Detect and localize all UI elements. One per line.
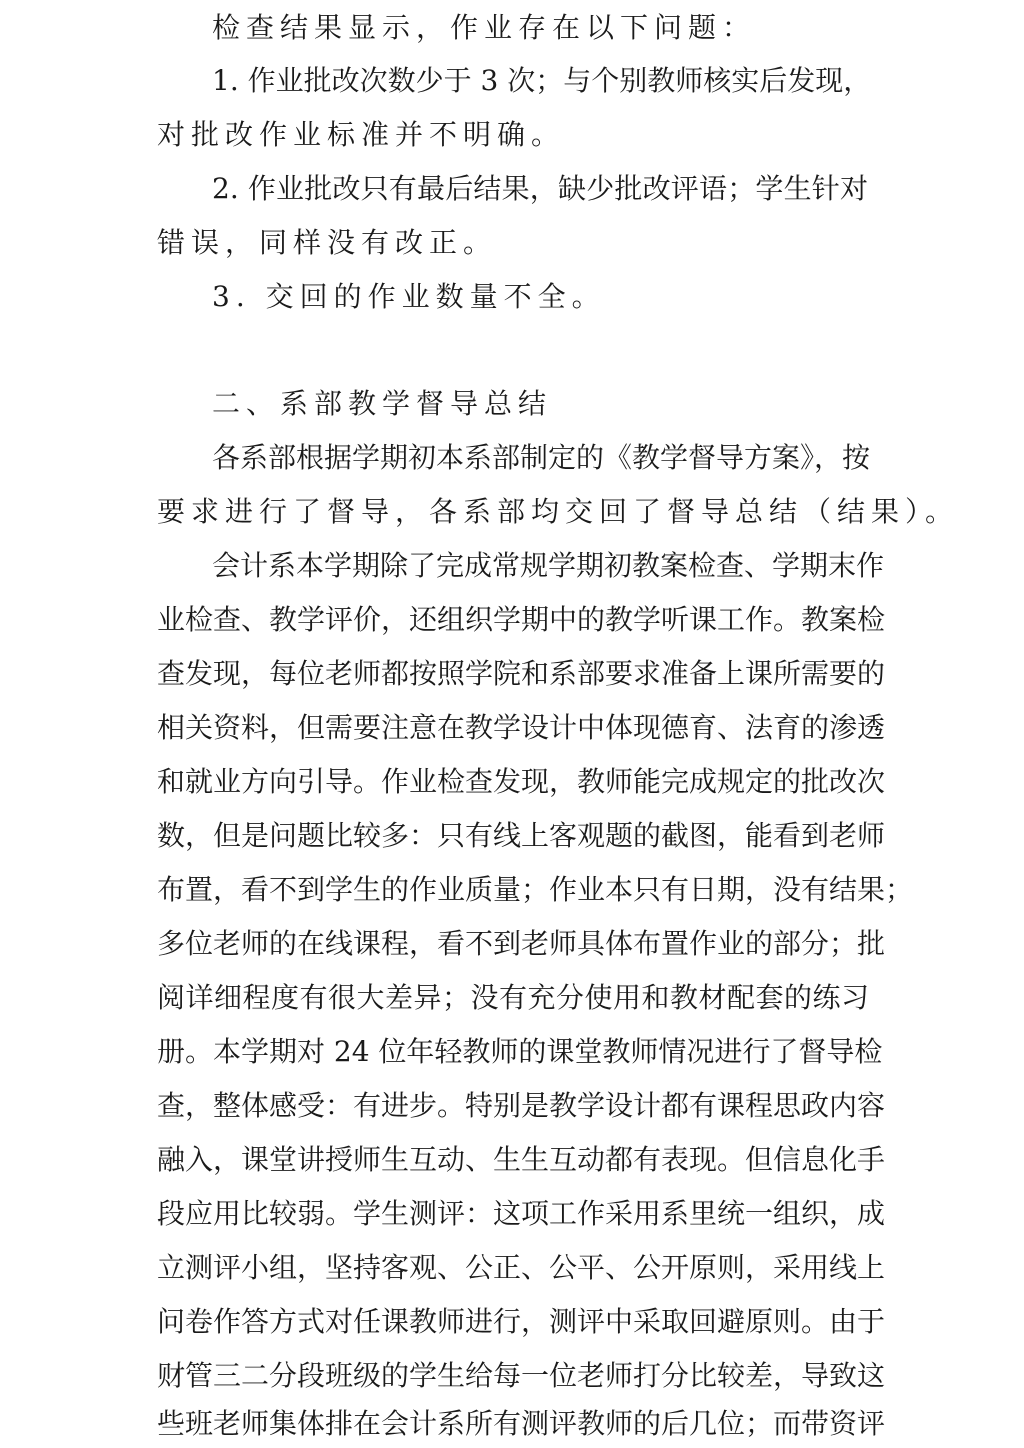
paragraph-line: 要求进行了督导，各系部均交回了督导总结（结果）。 xyxy=(157,495,960,528)
paragraph-line: 阅详细程度有很大差异；没有充分使用和教材配套的练习 xyxy=(157,981,869,1014)
section-heading: 二、系部教学督导总结 xyxy=(212,387,553,420)
paragraph-line: 多位老师的在线课程，看不到老师具体布置作业的部分；批 xyxy=(157,927,886,960)
paragraph-line: 查发现，每位老师都按照学院和系部要求准备上课所需要的 xyxy=(157,657,886,690)
list-item-1-line-1: 1. 作业批改次数少于 3 次；与个别教师核实后发现， xyxy=(212,64,872,97)
paragraph-line: 会计系本学期除了完成常规学期初教案检查、学期末作 xyxy=(212,549,885,582)
paragraph-line: 布置，看不到学生的作业质量；作业本只有日期，没有结果； xyxy=(157,873,914,906)
paragraph-line: 数，但是问题比较多：只有线上客观题的截图，能看到老师 xyxy=(157,819,886,852)
paragraph-line: 段应用比较弱。学生测评：这项工作采用系里统一组织，成 xyxy=(157,1197,886,1230)
paragraph-line: 各系部根据学期初本系部制定的《教学督导方案》，按 xyxy=(212,441,871,474)
paragraph-line: 查，整体感受：有进步。特别是教学设计都有课程思政内容 xyxy=(157,1089,886,1122)
paragraph-line: 册。本学期对 24 位年轻教师的课堂教师情况进行了督导检 xyxy=(157,1035,883,1068)
paragraph-line: 业检查、教学评价，还组织学期中的教学听课工作。教案检 xyxy=(157,603,886,636)
paragraph-line: 问卷作答方式对任课教师进行，测评中采取回避原则。由于 xyxy=(157,1305,886,1338)
list-item-3: 3. 交回的作业数量不全。 xyxy=(212,280,606,313)
paragraph-line: 立测评小组，坚持客观、公正、公平、公开原则，采用线上 xyxy=(157,1251,886,1284)
paragraph-line: 些班老师集体排在会计系所有测评教师的后几位；而带资评 xyxy=(157,1407,886,1440)
paragraph-line: 检查结果显示，作业存在以下问题： xyxy=(212,11,757,44)
paragraph-line: 相关资料，但需要注意在教学设计中体现德育、法育的渗透 xyxy=(157,711,886,744)
paragraph-line: 财管三二分段班级的学生给每一位老师打分比较差，导致这 xyxy=(157,1359,886,1392)
list-item-2-line-1: 2. 作业批改只有最后结果，缺少批改评语；学生针对 xyxy=(212,172,868,205)
paragraph-line: 和就业方向引导。作业检查发现，教师能完成规定的批改次 xyxy=(157,765,886,798)
list-item-2-line-2: 错误，同样没有改正。 xyxy=(157,226,498,259)
paragraph-line: 融入，课堂讲授师生互动、生生互动都有表现。但信息化手 xyxy=(157,1143,886,1176)
list-item-1-line-2: 对批改作业标准并不明确。 xyxy=(157,118,566,151)
